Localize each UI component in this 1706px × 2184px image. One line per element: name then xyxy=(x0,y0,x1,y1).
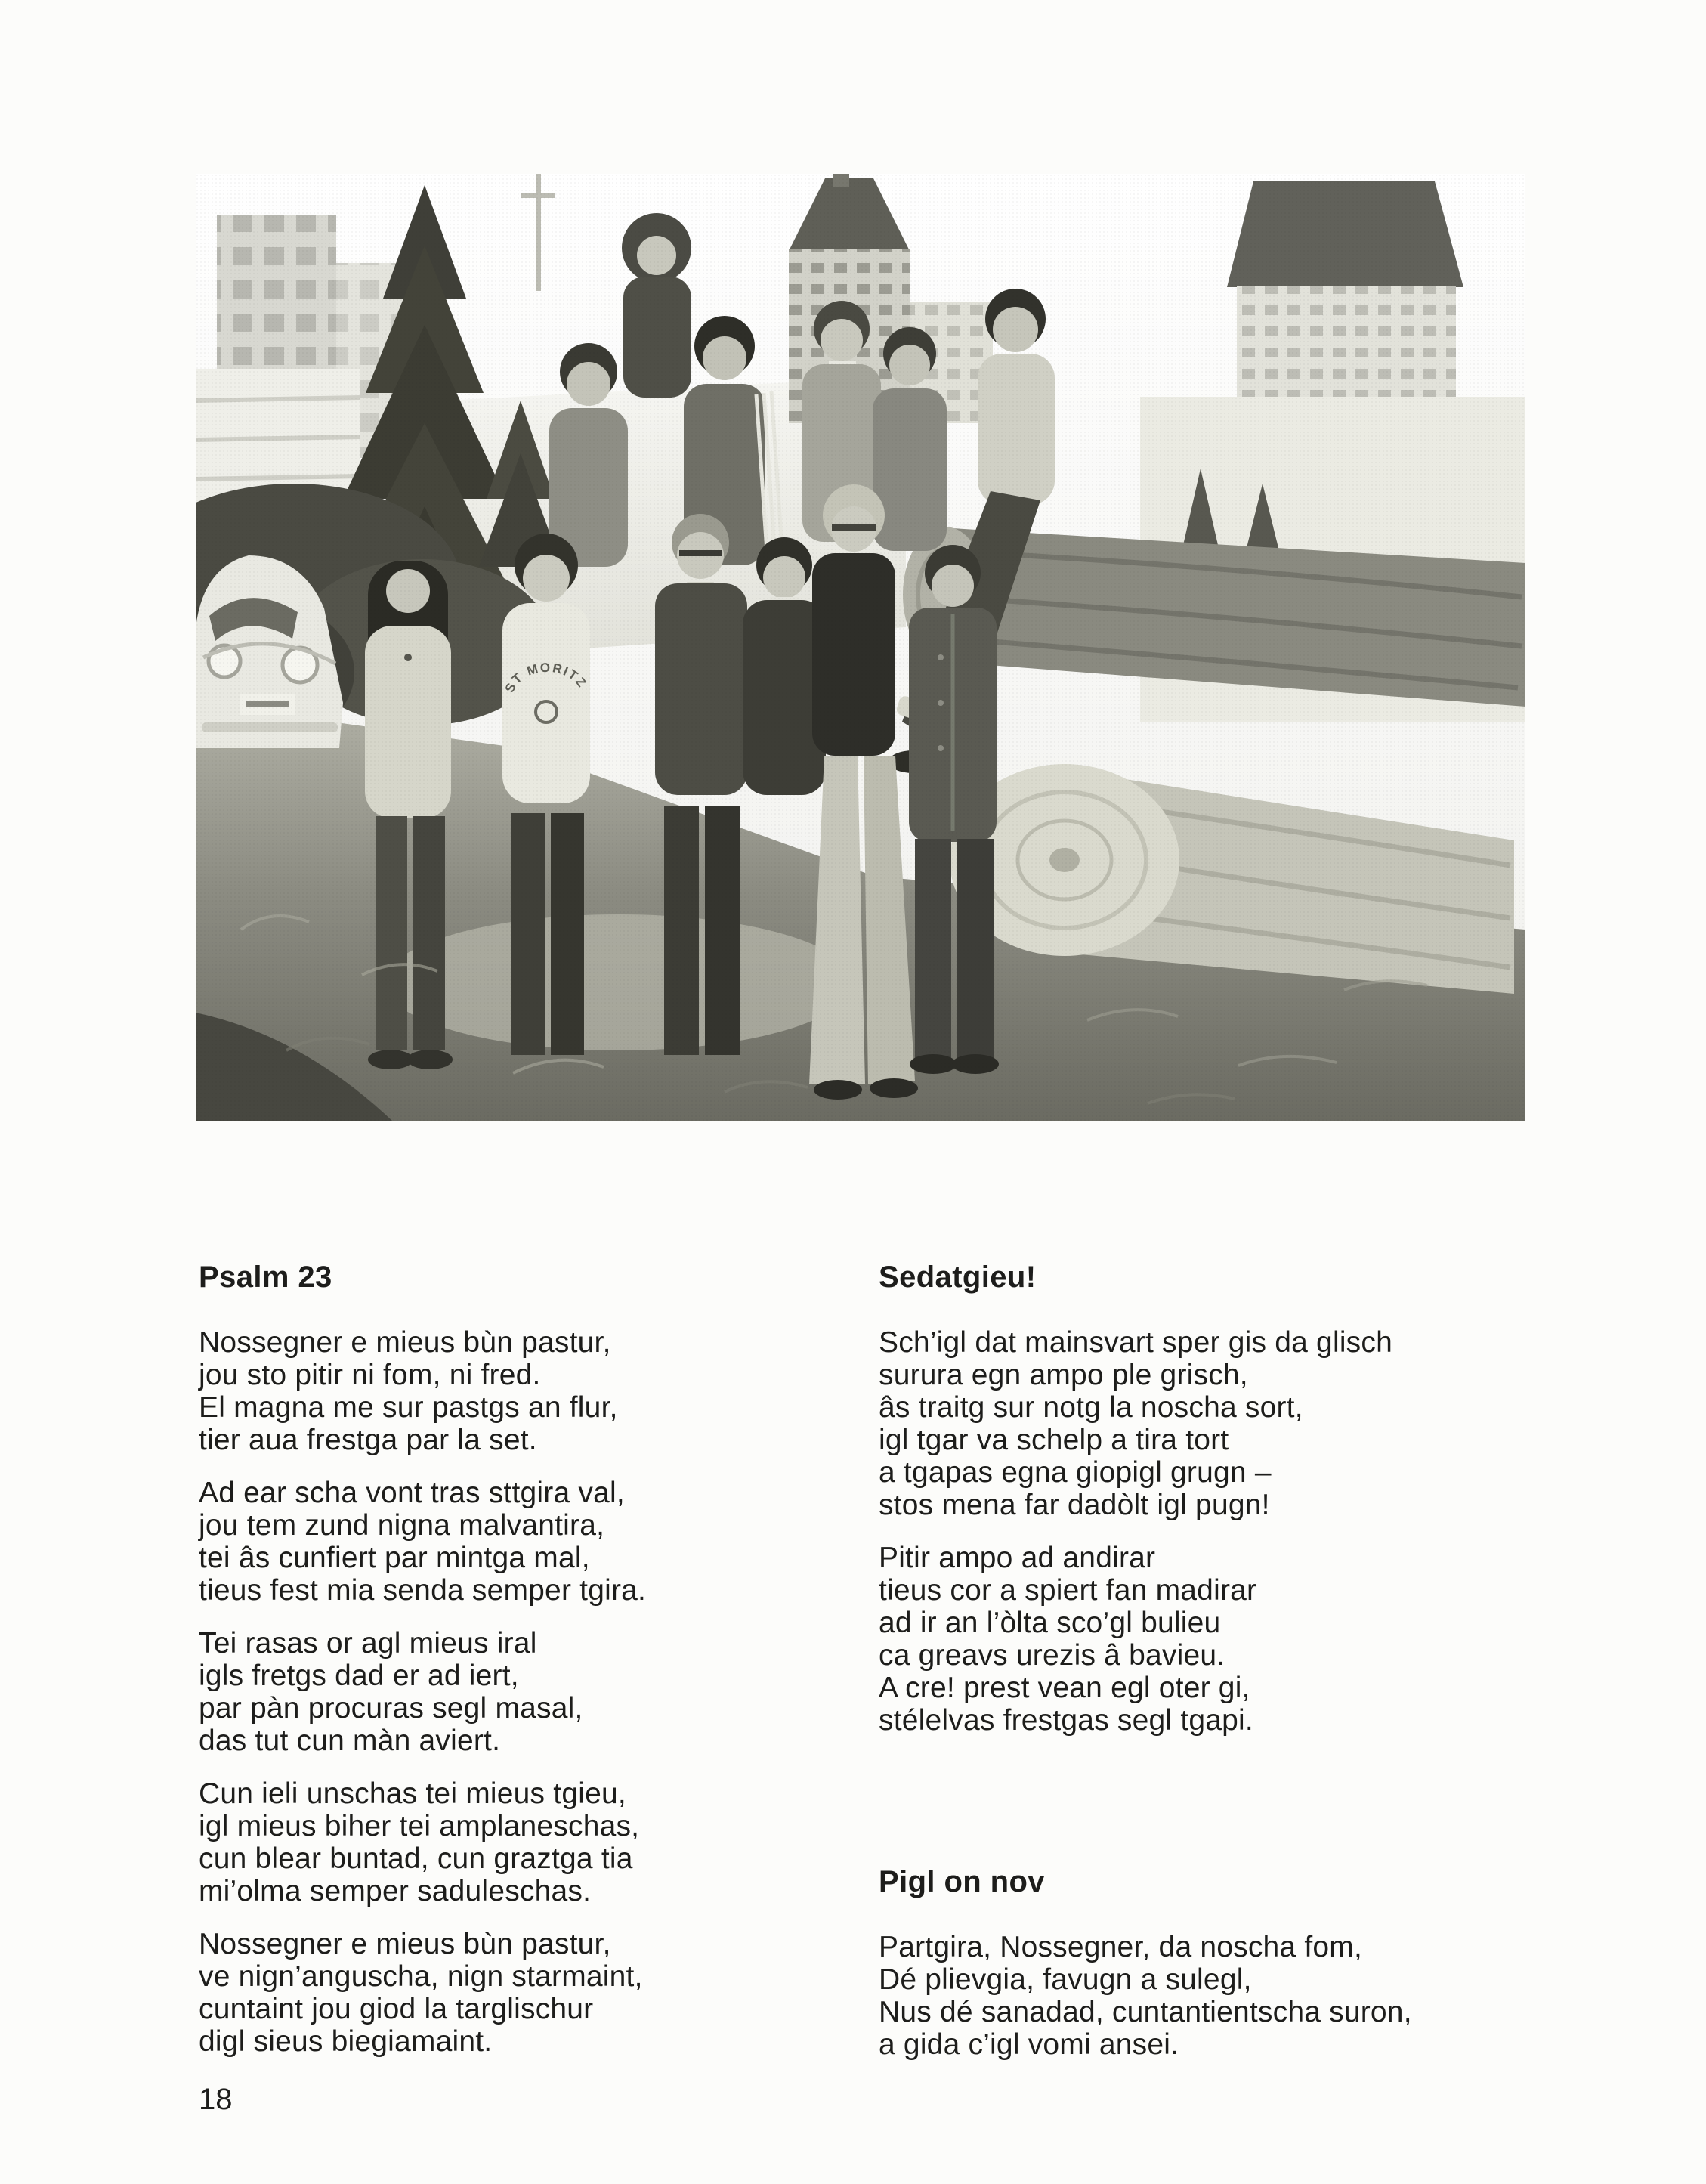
verse-line: Sch’igl dat mainsvart sper gis da glisch xyxy=(879,1326,1392,1359)
verse-line: El magna me sur pastgs an flur, xyxy=(199,1391,618,1424)
group-photo xyxy=(196,174,1525,1121)
sedatgieu-stanza-1 xyxy=(879,1326,1498,1521)
verse-line: ve nign’anguscha, nign starmaint, xyxy=(199,1960,643,1993)
verse-line: ad ir an l’òlta sco’gl bulieu xyxy=(879,1607,1221,1639)
psalm-stanza-1 xyxy=(199,1326,773,1456)
verse-line: igl tgar va schelp a tira tort xyxy=(879,1424,1229,1456)
verse-line: A cre! prest vean egl oter gi, xyxy=(879,1672,1250,1704)
verse-line: cuntaint jou giod la targlischur xyxy=(199,1993,594,2025)
verse-line: igl mieus biher tei amplaneschas, xyxy=(199,1810,640,1842)
verse-line: a tgapas egna giopigl grugn – xyxy=(879,1456,1272,1489)
verse-line: das tut cun màn aviert. xyxy=(199,1725,501,1757)
verse-line: ca greavs urezis â bavieu. xyxy=(879,1639,1225,1672)
sedatgieu-stanza-2 xyxy=(879,1542,1498,1737)
verse-line: Dé plievgia, favugn a sulegl, xyxy=(879,1963,1252,1996)
verse-line: Tei rasas or agl mieus iral xyxy=(199,1627,537,1660)
verse-line: cun blear buntad, cun graztga tia xyxy=(199,1842,633,1875)
verse-line: surura egn ampo ple grisch, xyxy=(879,1359,1248,1391)
psalm-stanza-3 xyxy=(199,1627,773,1757)
verse-line: Partgira, Nossegner, da noscha fom, xyxy=(879,1931,1363,1963)
verse-line: Nus dé sanadad, cuntantientscha suron, xyxy=(879,1996,1412,2028)
page-number: 18 xyxy=(199,2083,233,2116)
verse-line: tieus cor a spiert fan madirar xyxy=(879,1574,1257,1607)
pigl-on-nov-heading: Pigl on nov xyxy=(879,1865,1045,1898)
verse-line: igls fretgs dad er ad iert, xyxy=(199,1660,519,1692)
verse-line: mi’olma semper saduleschas. xyxy=(199,1875,592,1907)
psalm-stanza-2 xyxy=(199,1477,773,1607)
verse-line: stos mena far dadòlt igl pugn! xyxy=(879,1489,1270,1521)
left-column xyxy=(199,1261,773,2078)
verse-line: par pàn procuras segl masal, xyxy=(199,1692,583,1725)
right-column xyxy=(879,1261,1498,2081)
verse-line: Cun ieli unschas tei mieus tgieu, xyxy=(199,1777,626,1810)
pigl-on-nov-stanza xyxy=(879,1931,1498,2061)
verse-line: digl sieus biegiamaint. xyxy=(199,2025,493,2058)
verse-line: tei âs cunfiert par mintga mal, xyxy=(199,1542,590,1574)
verse-line: Nossegner e mieus bùn pastur, xyxy=(199,1326,611,1359)
sedatgieu-heading: Sedatgieu! xyxy=(879,1261,1037,1294)
verse-line: jou sto pitir ni fom, ni fred. xyxy=(199,1359,541,1391)
group-photo-illustration xyxy=(196,174,1525,1121)
verse-line: tier aua frestga par la set. xyxy=(199,1424,537,1456)
verse-line: Ad ear scha vont tras sttgira val, xyxy=(199,1477,625,1509)
photo-halftone-overlay xyxy=(196,174,1525,1121)
verse-line: a gida c’igl vomi ansei. xyxy=(879,2028,1179,2061)
verse-line: stélelvas frestgas segl tgapi. xyxy=(879,1704,1253,1737)
psalm-heading: Psalm 23 xyxy=(199,1261,332,1294)
psalm-stanza-5 xyxy=(199,1928,773,2058)
verse-line: Nossegner e mieus bùn pastur, xyxy=(199,1928,611,1960)
psalm-stanza-4 xyxy=(199,1777,773,1907)
verse-line: âs traitg sur notg la noscha sort, xyxy=(879,1391,1303,1424)
verse-line: tieus fest mia senda semper tgira. xyxy=(199,1574,647,1607)
verse-line: Pitir ampo ad andirar xyxy=(879,1542,1156,1574)
verse-line: jou tem zund nigna malvantira, xyxy=(199,1509,605,1542)
